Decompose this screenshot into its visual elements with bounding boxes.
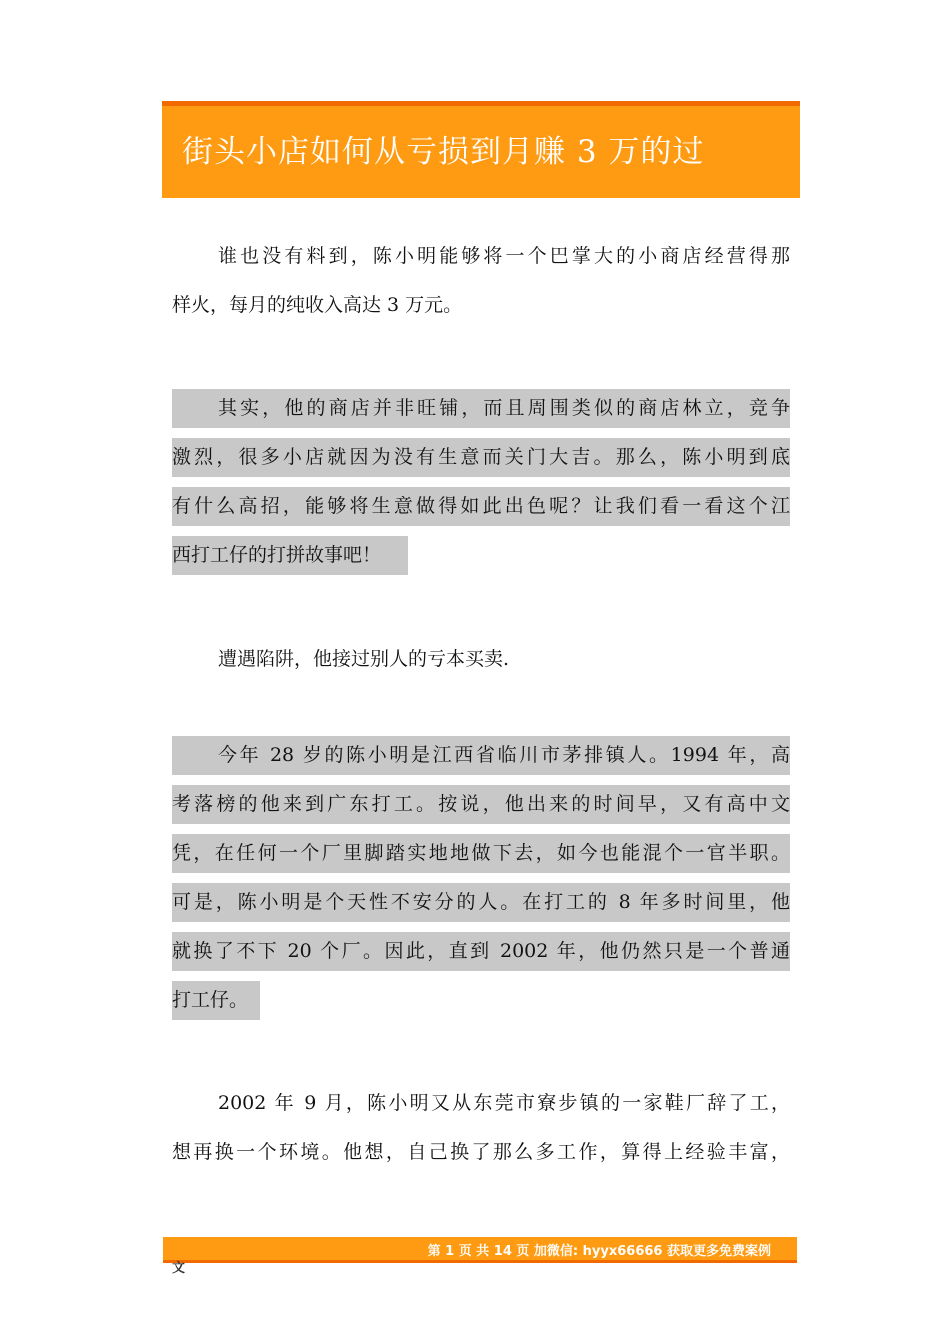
highlighted-line: 可是，陈小明是个天性不安分的人。在打工的 8 年多时间里，他 — [172, 883, 790, 922]
highlighted-line: 有什么高招，能够将生意做得如此出色呢？让我们看一看这个江 — [172, 487, 790, 526]
text-line: 谁也没有料到，陈小明能够将一个巴掌大的小商店经营得那 — [218, 245, 790, 267]
document-title: 街头小店如何从亏损到月赚 3 万的过 — [182, 134, 705, 170]
highlighted-line: 其实，他的商店并非旺铺，而且周围类似的商店林立，竞争 — [172, 389, 790, 428]
highlighted-line: 西打工仔的打拼故事吧！ — [172, 536, 408, 575]
text-line: 遭遇陷阱，他接过别人的亏本买卖. — [218, 648, 510, 670]
text-line: 2002 年 9 月，陈小明又从东莞市寮步镇的一家鞋厂辞了工， — [218, 1092, 790, 1114]
highlighted-line: 考落榜的他来到广东打工。按说，他出来的时间早，又有高中文 — [172, 785, 790, 824]
highlighted-line: 凭，在任何一个厂里脚踏实地地做下去，如今也能混个一官半职。 — [172, 834, 790, 873]
paragraph-intro — [172, 237, 790, 325]
section-heading — [172, 640, 790, 679]
highlighted-line: 激烈，很多小店就因为没有生意而关门大吉。那么，陈小明到底 — [172, 438, 790, 477]
paragraph-highlighted-2 — [172, 736, 790, 1020]
page-indicator: 第 1 页 共 14 页 加微信: hyyx66666 获取更多免费案例 — [427, 1244, 771, 1259]
paragraph-highlighted-1 — [172, 389, 790, 575]
highlighted-line: 就换了不下 20 个厂。因此，直到 2002 年，他仍然只是一个普通 — [172, 932, 790, 971]
highlighted-line: 今年 28 岁的陈小明是江西省临川市茅排镇人。1994 年，高 — [172, 736, 790, 775]
footer-overflow-text: 文 — [172, 1261, 186, 1276]
text-line: 样火，每月的纯收入高达 3 万元。 — [172, 294, 463, 316]
footer-bar — [163, 1237, 797, 1263]
paragraph-body — [172, 1084, 790, 1172]
text-line: 想再换一个环境。他想，自己换了那么多工作，算得上经验丰富， — [172, 1141, 790, 1163]
title-banner — [162, 101, 800, 198]
highlighted-line: 打工仔。 — [172, 981, 260, 1020]
